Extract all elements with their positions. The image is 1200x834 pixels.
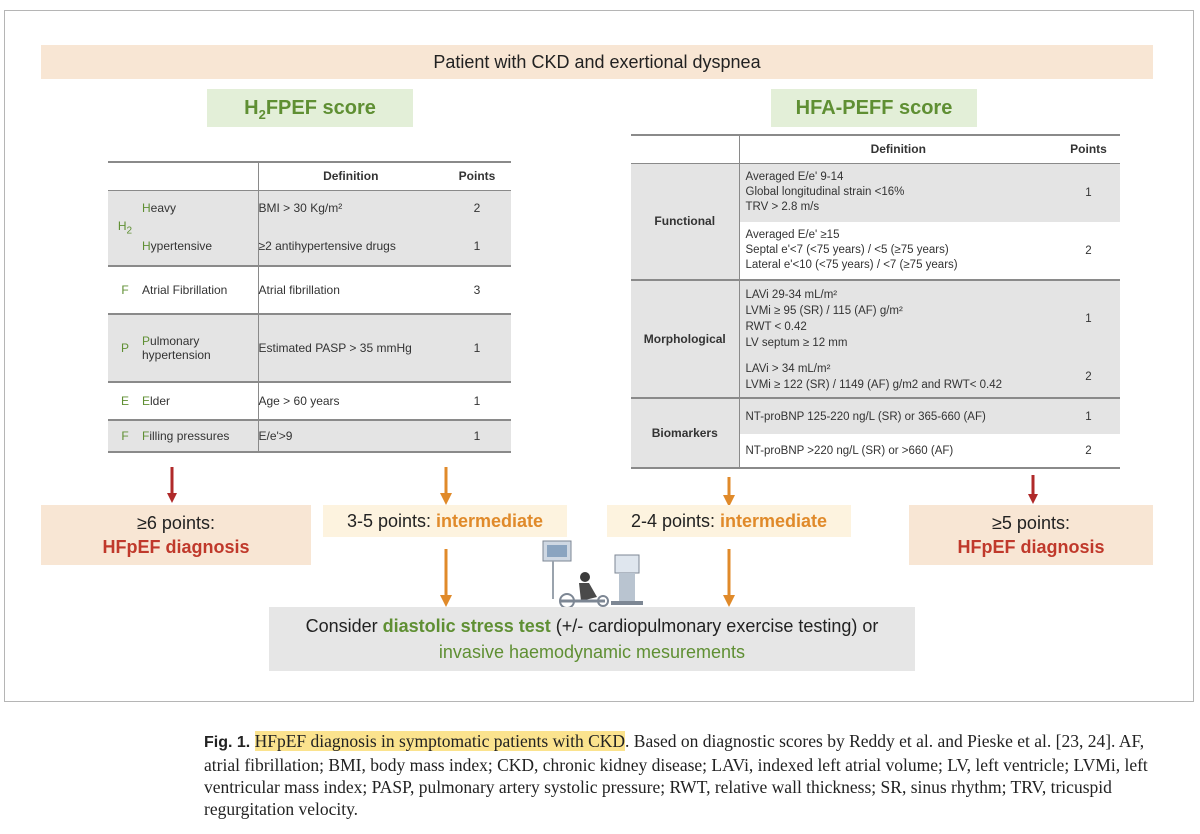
row-term: Atrial Fibrillation	[142, 283, 228, 297]
caption-body: . Based on diagnostic scores by Reddy et al. and Pieske et al. [23, 24]. AF, atrial fibrillation; BMI, body mass index; CKD, chronic kidney disease; LAVi, indexed left atrial volume; LV, left ventricle; LVMi, left ventricular mass index; PASP, pulmonary artery systolic pressure; RWT, relative wall thickness; SR, sinus rhythm; TRV, tricuspid regurgitation velocity.	[204, 731, 1148, 819]
row-definition: Averaged E/e' 9-14 Global longitudinal strain <16% TRV > 2.8 m/s	[739, 163, 1057, 222]
row-definition: BMI > 30 Kg/m²	[258, 190, 443, 226]
row-points: 2	[1085, 370, 1092, 383]
row-points: 1	[473, 394, 481, 408]
left-intermediate-box: 3-5 points: intermediate	[323, 505, 567, 537]
left-diagnosis-box	[41, 505, 311, 565]
recommendation-box: Consider diastolic stress test (+/- cardiopulmonary exercise testing) or invasive haemodynamic mesurements	[269, 607, 915, 671]
row-term: Hypertensive	[142, 238, 213, 253]
figure-title: HFpEF diagnosis in symptomatic patients with CKD	[254, 731, 626, 751]
right-dx-points: ≥5 points:	[992, 513, 1070, 533]
right-intermediate-box: 2-4 points: intermediate	[607, 505, 851, 537]
row-letter: P	[120, 341, 129, 355]
row-definition: E/e'>9	[258, 420, 443, 452]
row-term: Elder	[142, 394, 171, 408]
row-term: Pulmonary hypertension	[142, 334, 211, 362]
figure-number: Fig. 1.	[204, 734, 251, 751]
left-dx-label: HFpEF diagnosis	[102, 537, 250, 557]
row-points: 2	[1085, 244, 1092, 257]
row-term: Heavy	[142, 201, 177, 216]
row-letter: F	[121, 283, 129, 297]
category-morphological: Morphological	[643, 332, 726, 346]
row-points: 1	[1085, 410, 1092, 423]
row-points: 1	[473, 341, 481, 355]
row-points: 1	[473, 238, 481, 253]
row-definition: Atrial fibrillation	[258, 266, 443, 314]
row-letter-h2: $H_2$	[117, 219, 133, 237]
category-functional: Functional	[654, 214, 716, 229]
category-biomarkers: Biomarkers	[651, 426, 718, 440]
right-dx-label: HFpEF diagnosis	[957, 537, 1105, 557]
row-definition: LAVi 29-34 mL/m² LVMi ≥ 95 (SR) / 115 (AF) g/m² RWT < 0.42 LV septum ≥ 12 mm	[739, 280, 1057, 356]
row-letter: E	[120, 394, 129, 408]
row-definition: Estimated PASP > 35 mmHg	[258, 314, 443, 382]
row-points: 1	[473, 429, 481, 443]
col-definition: Definition	[739, 135, 1057, 163]
row-points: 2	[473, 201, 481, 216]
figure-caption	[204, 730, 1164, 820]
arrows-layer	[5, 11, 1195, 703]
row-definition: LAVi > 34 mL/m² LVMi ≥ 122 (SR) / 1149 (AF) g/m2 and RWT< 0.42	[739, 356, 1057, 398]
row-letter: F	[121, 429, 129, 443]
exercise-test-illustration	[543, 541, 643, 608]
row-points: 2	[1085, 444, 1092, 457]
row-points: 1	[1085, 186, 1092, 199]
left-dx-points: ≥6 points:	[137, 513, 215, 533]
row-definition: Age > 60 years	[258, 382, 443, 420]
row-points: 3	[473, 283, 481, 297]
right-diagnosis-box	[909, 505, 1153, 565]
col-points: Points	[458, 169, 496, 184]
banner: Patient with CKD and exertional dyspnea	[41, 45, 1153, 79]
row-definition: Averaged E/e' ≥15 Septal e'<7 (<75 years) / <5 (≥75 years) Lateral e'<10 (<75 years) / <7 (≥75 years)	[739, 222, 1057, 280]
h2fpef-title: $H_2FPEF$ score	[207, 89, 413, 127]
row-definition: ≥2 antihypertensive drugs	[258, 226, 443, 266]
col-definition: Definition	[258, 162, 443, 190]
row-definition: NT-proBNP 125-220 ng/L (SR) or 365-660 (AF)	[739, 398, 1057, 434]
col-points: Points	[1070, 142, 1107, 157]
hfapeff-title: HFA-PEFF score	[771, 89, 977, 127]
figure-frame	[4, 10, 1194, 702]
row-term: Filling pressures	[142, 429, 230, 443]
row-definition: NT-proBNP >220 ng/L (SR) or >660 (AF)	[739, 434, 1057, 468]
row-points: 1	[1085, 312, 1092, 325]
